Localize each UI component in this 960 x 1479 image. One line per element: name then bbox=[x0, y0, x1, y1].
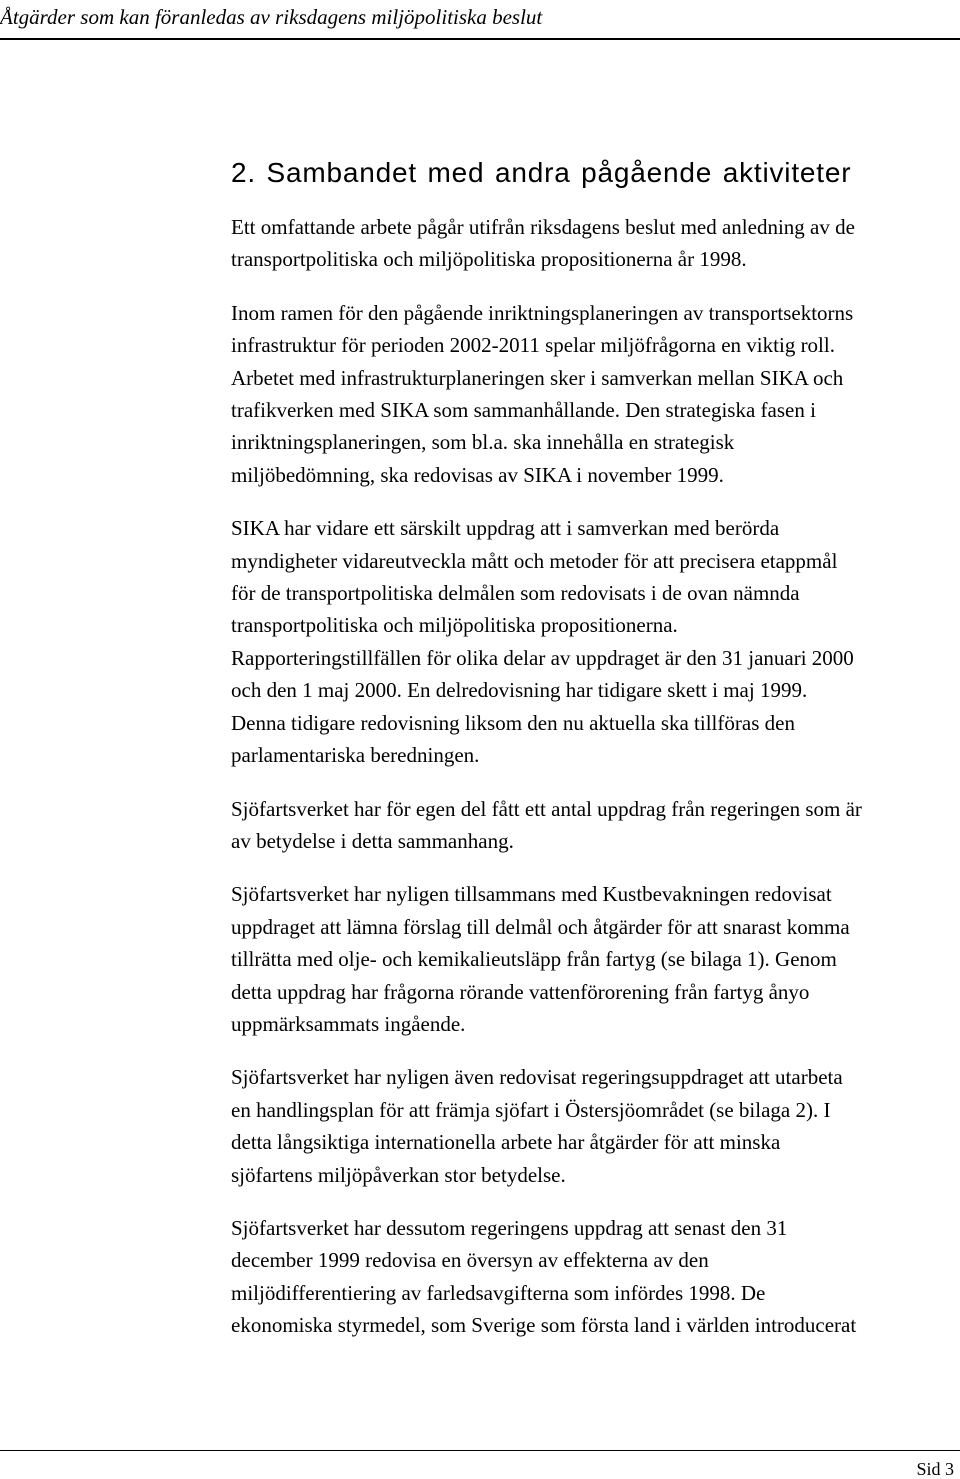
paragraph-line: Sjöfartsverket har nyligen även redovisat regeringsuppdraget att utarbeta bbox=[231, 1065, 843, 1090]
paragraph-line: myndigheter vidareutveckla mått och metoder för att precisera etappmål bbox=[231, 548, 838, 573]
paragraph-line: detta långsiktiga internationella arbete har åtgärder för att minska bbox=[231, 1130, 781, 1155]
running-header: Åtgärder som kan föranledas av riksdagens miljöpolitiska beslut bbox=[0, 5, 543, 29]
paragraph-line: parlamentariska beredningen. bbox=[231, 743, 480, 768]
paragraph-line: tillrätta med olje- och kemikalieutsläpp från fartyg (se bilaga 1). Genom bbox=[231, 947, 837, 972]
paragraph-line: transportpolitiska och miljöpolitiska propositionerna år 1998. bbox=[231, 247, 747, 272]
paragraph bbox=[231, 211, 951, 276]
paragraph-line: detta uppdrag har frågorna rörande vattenförorening från fartyg ånyo bbox=[231, 979, 810, 1004]
page-number: Sid 3 bbox=[916, 1459, 954, 1479]
paragraph-line: Rapporteringstillfällen för olika delar av uppdraget är den 31 januari 2000 bbox=[231, 645, 854, 670]
paragraph-line: en handlingsplan för att främja sjöfart i Östersjöområdet (se bilaga 2). I bbox=[231, 1097, 831, 1122]
paragraph bbox=[231, 512, 951, 771]
paragraph-line: Ett omfattande arbete pågår utifrån riksdagens beslut med anledning av de bbox=[231, 215, 855, 239]
footer-rule bbox=[0, 1450, 960, 1451]
paragraph bbox=[231, 1061, 951, 1191]
paragraph bbox=[231, 793, 951, 858]
paragraph-line: uppdraget att lämna förslag till delmål och åtgärder för att snarast komma bbox=[231, 914, 850, 939]
paragraph-line: Inom ramen för den pågående inriktningsplaneringen av transportsektorns bbox=[231, 300, 854, 325]
paragraph bbox=[231, 1212, 951, 1342]
paragraph-line: infrastruktur för perioden 2002-2011 spelar miljöfrågorna en viktig roll. bbox=[231, 333, 835, 358]
paragraph-line: december 1999 redovisa en översyn av effekterna av den bbox=[231, 1248, 709, 1273]
paragraph-line: Denna tidigare redovisning liksom den nu aktuella ska tillföras den bbox=[231, 710, 795, 735]
paragraph-line: SIKA har vidare ett särskilt uppdrag att i samverkan med berörda bbox=[231, 516, 780, 541]
paragraph-line: och den 1 maj 2000. En delredovisning har tidigare skett i maj 1999. bbox=[231, 678, 808, 703]
paragraph-line: transportpolitiska och miljöpolitiska propositionerna. bbox=[231, 613, 678, 638]
paragraph-line: trafikverken med SIKA som sammanhållande. Den strategiska fasen i bbox=[231, 398, 816, 423]
section-heading: 2. Sambandet med andra pågående aktiviteter bbox=[231, 157, 852, 188]
paragraph-list bbox=[231, 211, 951, 1342]
paragraph-line: Sjöfartsverket har för egen del fått ett antal uppdrag från regeringen som är bbox=[231, 796, 862, 821]
paragraph-line: ekonomiska styrmedel, som Sverige som första land i världen introducerat bbox=[231, 1313, 857, 1338]
paragraph bbox=[231, 297, 951, 491]
header-rule bbox=[0, 38, 960, 40]
paragraph-line: sjöfartens miljöpåverkan stor betydelse. bbox=[231, 1162, 566, 1187]
paragraph-line: inriktningsplaneringen, som bl.a. ska innehålla en strategisk bbox=[231, 430, 735, 455]
paragraph-line: Arbetet med infrastrukturplaneringen sker i samverkan mellan SIKA och bbox=[231, 365, 844, 390]
paragraph-line: Sjöfartsverket har nyligen tillsammans med Kustbevakningen redovisat bbox=[231, 882, 832, 907]
paragraph-line: Sjöfartsverket har dessutom regeringens uppdrag att senast den 31 bbox=[231, 1215, 788, 1240]
paragraph-line: av betydelse i detta sammanhang. bbox=[231, 828, 514, 853]
paragraph-line: för de transportpolitiska delmålen som redovisats i de ovan nämnda bbox=[231, 581, 800, 606]
paragraph-line: uppmärksammats ingående. bbox=[231, 1011, 466, 1036]
paragraph-line: miljöbedömning, ska redovisas av SIKA i november 1999. bbox=[231, 462, 724, 487]
paragraph bbox=[231, 878, 951, 1040]
page-content bbox=[231, 156, 951, 1363]
paragraph-line: miljödifferentiering av farledsavgifterna som infördes 1998. De bbox=[231, 1280, 766, 1305]
